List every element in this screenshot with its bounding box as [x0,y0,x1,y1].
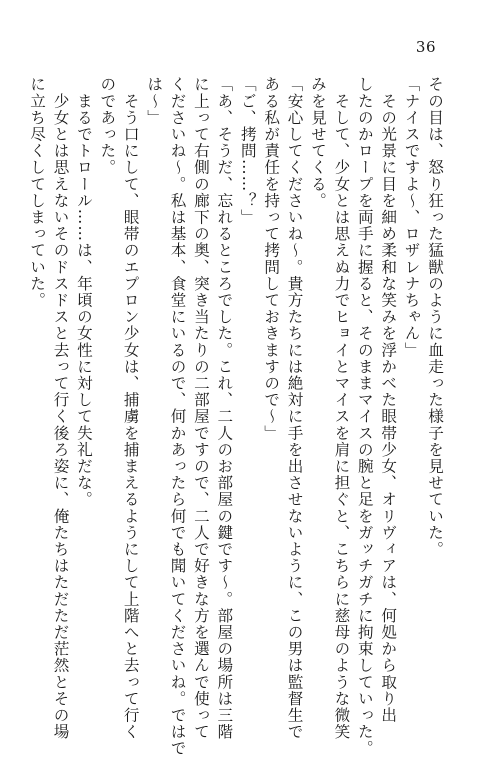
text-line: のであった。 [98,76,117,176]
text-line: そして、少女とは思えぬ力でヒョイとマイスを肩に担ぐと、こちらに慈母のような微笑 [332,76,351,740]
text-line: 少女とは思えないそのドスドスと去って行く後ろ姿に、俺たちはただただ茫然とその場 [51,76,70,740]
text-line: は〜」 [145,76,164,126]
text-line: したのかロープを両手に握ると、そのままマイスの腕と足をガッチガチに拘束していった。 [355,76,374,757]
text-line: みを見せてくる。 [308,76,327,209]
text-line: 「あ、そうだ、忘れるところでした。これ、二人のお部屋の鍵です〜。部屋の場所は三階 [215,76,234,740]
text-line: 「ご、拷問……？」 [238,76,257,226]
text-line: に立ち尽くしてしまっていた。 [28,76,47,309]
text-line: 「ナイスですよ〜、ロザレナちゃん」 [402,76,421,359]
text-line: その目は、怒り狂った猛獣のように血走った様子を見せていた。 [426,76,444,558]
novel-text-column [28,76,446,757]
text-line: ある私が責任を持って拷問しておきますので〜」 [262,76,281,442]
text-line: その光景に目を細め柔和な笑みを浮かべた眼帯少女、オリヴィアは、何処から取り出 [379,76,398,724]
text-line: そう口にして、眼帯のエプロン少女は、捕虜を捕まえるようにして上階へと去って行く [121,76,140,740]
text-line: くださいね〜。私は基本、食堂にいるので、何かあったら何でも聞いてくださいね。ではで [168,76,187,757]
text-line: 「安心してくださいね〜。貴方たちには絶対に手を出させないように、この男は監督生で [285,76,304,740]
text-line: まるでトロール……は、年頃の女性に対して失礼だな。 [74,76,93,508]
page-number: 36 [415,38,436,56]
text-line: に上って右側の廊下の奥、突き当たりの二部屋ですので、二人で好きな方を選んで使って [191,76,210,740]
